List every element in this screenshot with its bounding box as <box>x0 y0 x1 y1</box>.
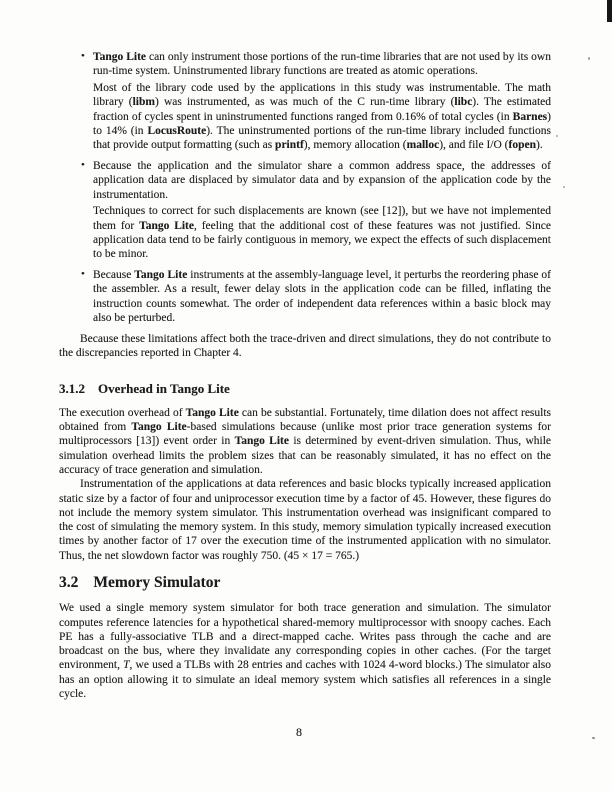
bullet-icon: • <box>81 268 85 281</box>
heading-number: 3.1.2 <box>59 381 85 397</box>
bullet-paragraph: Because Tango Lite instruments at the assembly-language level, it perturbs the reordering phase of the assembler. As a result, fewer delay slots in the application code can be filled, inflating the instruction counts somewhat. The order of independent data references within a basic block may also be perturbed. <box>93 269 552 325</box>
scan-speck <box>563 186 565 188</box>
list-item <box>59 50 551 153</box>
bullet-list <box>59 50 551 325</box>
bullet-paragraph: Most of the library code used by the applications in this study was instrumentable. The math library (libm) was instrumented, as was much of the C run-time library (libc). The estimated fraction of cycles spent in uninstrumented functions ranged from 0.16% of total cycles (in Barnes) to 14% (in LocusRoute). The uninstrumented portions of the run-time library included functions that provide output formatting (such as printf), memory allocation (malloc), and file I/O (fopen). <box>93 82 551 152</box>
list-item <box>59 159 551 262</box>
section-heading <box>59 576 551 590</box>
heading-number: 3.2 <box>59 574 79 591</box>
bullet-icon: • <box>81 50 85 62</box>
bullet-paragraph: Techniques to correct for such displacements are known (see [12]), but we have not implemented them for Tango Lite, feeling that the additional cost of these features was not justified. Since application data tend to be fairly contiguous in memory, we expect the effects of such displacement to be minor. <box>93 205 552 261</box>
page-content <box>59 50 551 701</box>
heading-title: Overhead in Tango Lite <box>98 381 230 397</box>
body-paragraph: Because these limitations affect both the trace-driven and direct simulations, they do not contribute to the discrepancies reported in Chapter 4. <box>59 332 551 360</box>
list-item <box>59 268 551 325</box>
heading-title: Memory Simulator <box>93 574 221 591</box>
body-paragraph: The execution overhead of Tango Lite can be substantial. Fortunately, time dilation does not affect results obtained from Tango Lite-based simulations because (unlike most prior trace generation systems for multiprocessors [13]) event order in Tango Lite is determined by event-driven simulation. Thus, while simulation overhead limits the problem sizes that can be reasonably simulated, it has no effect on the accuracy of trace generation and simulation. <box>59 406 552 476</box>
bullet-icon: • <box>81 159 85 172</box>
scan-speck <box>588 57 590 60</box>
body-paragraph: We used a single memory system simulator for both trace generation and simulation. The simulator computes reference latencies for a hypothetical shared-memory multiprocessor with snoopy caches. Each PE has a fully-associative TLB and a direct-mapped cache. Writes pass through the cache and are broadcast on the bus, where they invalidate any corresponding copies in other caches. (For the target environment, T, we used a TLBs with 28 entries and caches with 1024 4-word blocks.) The simulator also has an option allowing it to simulate an ideal memory system which satisfies all references in a single cycle. <box>59 602 552 701</box>
scan-speck <box>556 135 558 137</box>
scan-speck <box>592 737 595 739</box>
bullet-paragraph: Tango Lite can only instrument those portions of the run-time libraries that are not used by its own run-time system. Uninstrumented library functions are treated as atomic operations. <box>93 51 551 78</box>
page-number: 8 <box>296 725 302 739</box>
subsection-heading <box>59 382 551 396</box>
body-paragraph: Instrumentation of the applications at data references and basic blocks typically increased application static size by a factor of four and uniprocessor execution time by a factor of 45. However, these figures do not include the memory system simulator. This instrumentation overhead was insignificant compared to the cost of simulating the memory system. In this study, memory simulation typically increased execution times by another factor of 17 over the execution time of the instrumented application with no simulator. Thus, the net slowdown factor was roughly 750. (45 × 17 = 765.) <box>59 478 551 562</box>
bullet-paragraph: Because the application and the simulator share a common address space, the addresses of application data are displaced by simulator data and by expansion of the application code by the instrumentation. <box>93 160 551 201</box>
scan-artifact-bar <box>607 0 612 22</box>
